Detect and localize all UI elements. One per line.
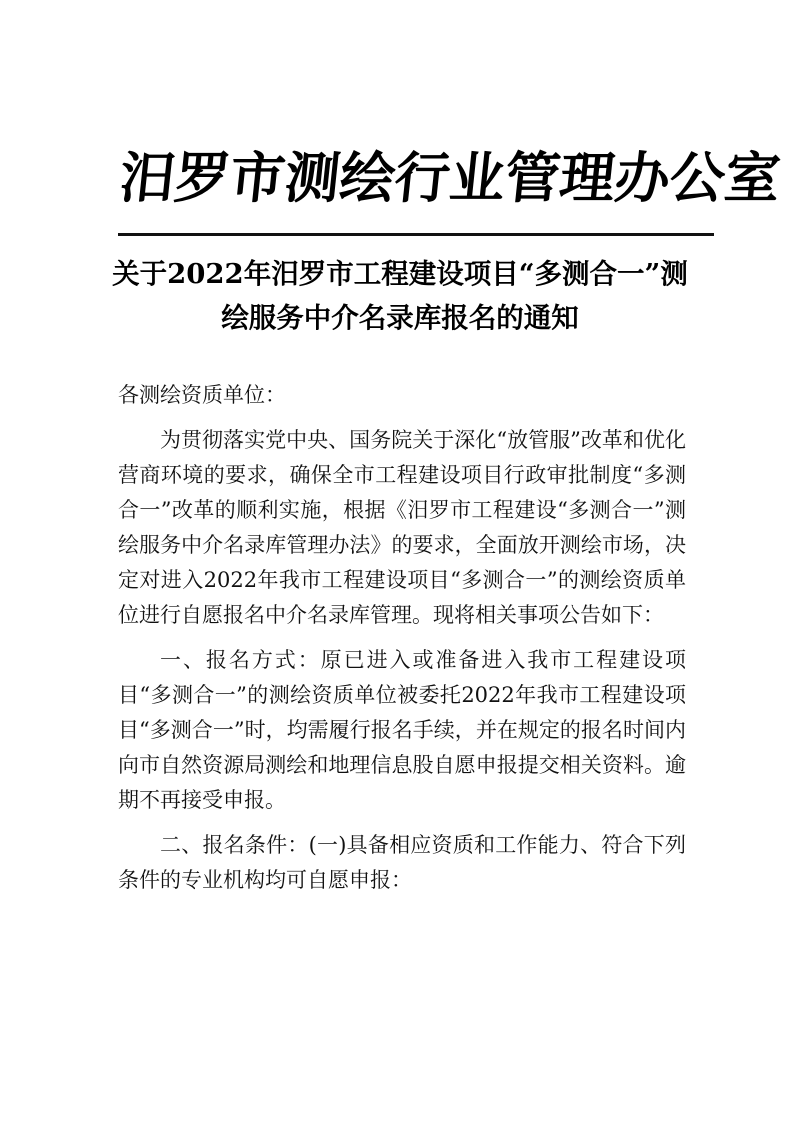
letterhead-char: 绘 — [336, 144, 399, 210]
letterhead-char: 公 — [666, 144, 729, 210]
letterhead-char: 测 — [281, 144, 344, 210]
letterhead-org-name — [116, 132, 784, 222]
letterhead-char: 市 — [226, 144, 289, 210]
letterhead-char: 室 — [721, 144, 784, 210]
body-paragraph: 一、报名方式：原已进入或准备进入我市工程建设项目“多测合一”的测绘资质单位被委托2022年我市工程建设项目“多测合一”时，均需履行报名手续，并在规定的报名时间内向市自然资源局测绘和地理信息股自愿申报提交相关资料。逾期不再接受申报。 — [118, 648, 686, 812]
body-paragraph: 二、报名条件：(一)具备相应资质和工作能力、符合下列条件的专业机构均可自愿申报： — [118, 833, 686, 892]
letterhead-char: 罗 — [171, 144, 234, 210]
letterhead-char: 行 — [391, 144, 454, 210]
letterhead-char: 办 — [611, 144, 674, 210]
salutation: 各测绘资质单位： — [118, 383, 286, 407]
notice-body — [118, 378, 686, 908]
notice-title: 关于2022年汨罗市工程建设项目“多测合一”测绘服务中介名录库报名的通知 — [112, 258, 688, 334]
letterhead-char: 业 — [446, 144, 509, 210]
letterhead-divider — [118, 233, 714, 236]
letterhead-char: 管 — [501, 144, 564, 210]
letterhead-char: 理 — [556, 144, 619, 210]
body-paragraph: 为贯彻落实党中央、国务院关于深化“放管服”改革和优化营商环境的要求，确保全市工程建设项目行政审批制度“多测合一”改革的顺利实施，根据《汨罗市工程建设“多测合一”测绘服务中介名录库管理办法》的要求，全面放开测绘市场，决定对进入2022年我市工程建设项目“多测合一”的测绘资质单位进行自愿报名中介名录库管理。现将相关事项公告如下： — [118, 428, 686, 627]
letterhead-char: 汨 — [116, 144, 179, 210]
